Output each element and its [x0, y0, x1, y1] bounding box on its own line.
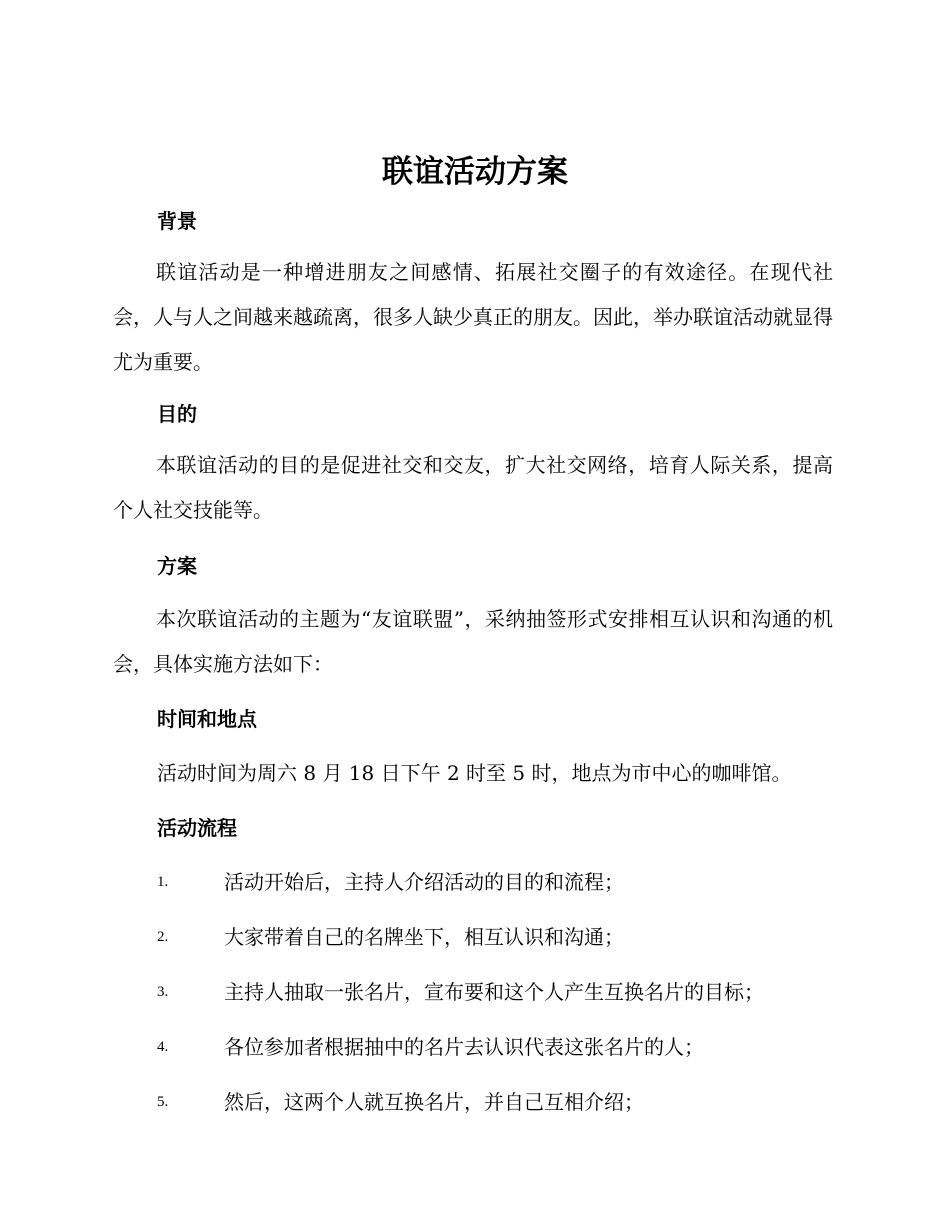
paragraph-purpose: 本联谊活动的目的是促进社交和交友，扩大社交网络，培育人际关系，提高个人社交技能等。	[113, 453, 833, 522]
list-item-text: 然后，这两个人就互换名片，并自己互相介绍；	[224, 1090, 644, 1114]
list-item	[157, 867, 837, 897]
list-item	[157, 922, 837, 952]
heading-plan: 方案	[157, 554, 197, 578]
heading-process: 活动流程	[157, 816, 237, 840]
list-item-text: 主持人抽取一张名片，宣布要和这个人产生互换名片的目标；	[224, 980, 764, 1004]
list-item	[157, 1087, 837, 1117]
paragraph-background: 联谊活动是一种增进朋友之间感情、拓展社交圈子的有效途径。在现代社会，人与人之间越来越疏离，很多人缺少真正的朋友。因此，举办联谊活动就显得尤为重要。	[113, 260, 833, 374]
paragraph-time-place: 活动时间为周六 8 月 18 日下午 2 时至 5 时，地点为市中心的咖啡馆。	[157, 761, 792, 785]
list-item-text: 各位参加者根据抽中的名片去认识代表这张名片的人；	[224, 1035, 704, 1059]
list-item-number: 3.	[157, 984, 169, 1000]
document-title: 联谊活动方案	[382, 154, 568, 190]
list-item	[157, 1032, 837, 1062]
paragraph-plan: 本次联谊活动的主题为“友谊联盟”，采纳抽签形式安排相互认识和沟通的机会，具体实施方法如下：	[113, 607, 833, 676]
list-item-number: 4.	[157, 1039, 169, 1055]
list-item-text: 大家带着自己的名牌坐下，相互认识和沟通；	[224, 925, 624, 949]
list-item-text: 活动开始后，主持人介绍活动的目的和流程；	[224, 870, 624, 894]
list-item	[157, 977, 837, 1007]
heading-time-place: 时间和地点	[157, 707, 257, 731]
heading-purpose: 目的	[157, 402, 197, 426]
list-item-number: 1.	[157, 874, 169, 890]
list-item-number: 2.	[157, 929, 169, 945]
heading-background: 背景	[157, 209, 197, 233]
list-item-number: 5.	[157, 1094, 169, 1110]
